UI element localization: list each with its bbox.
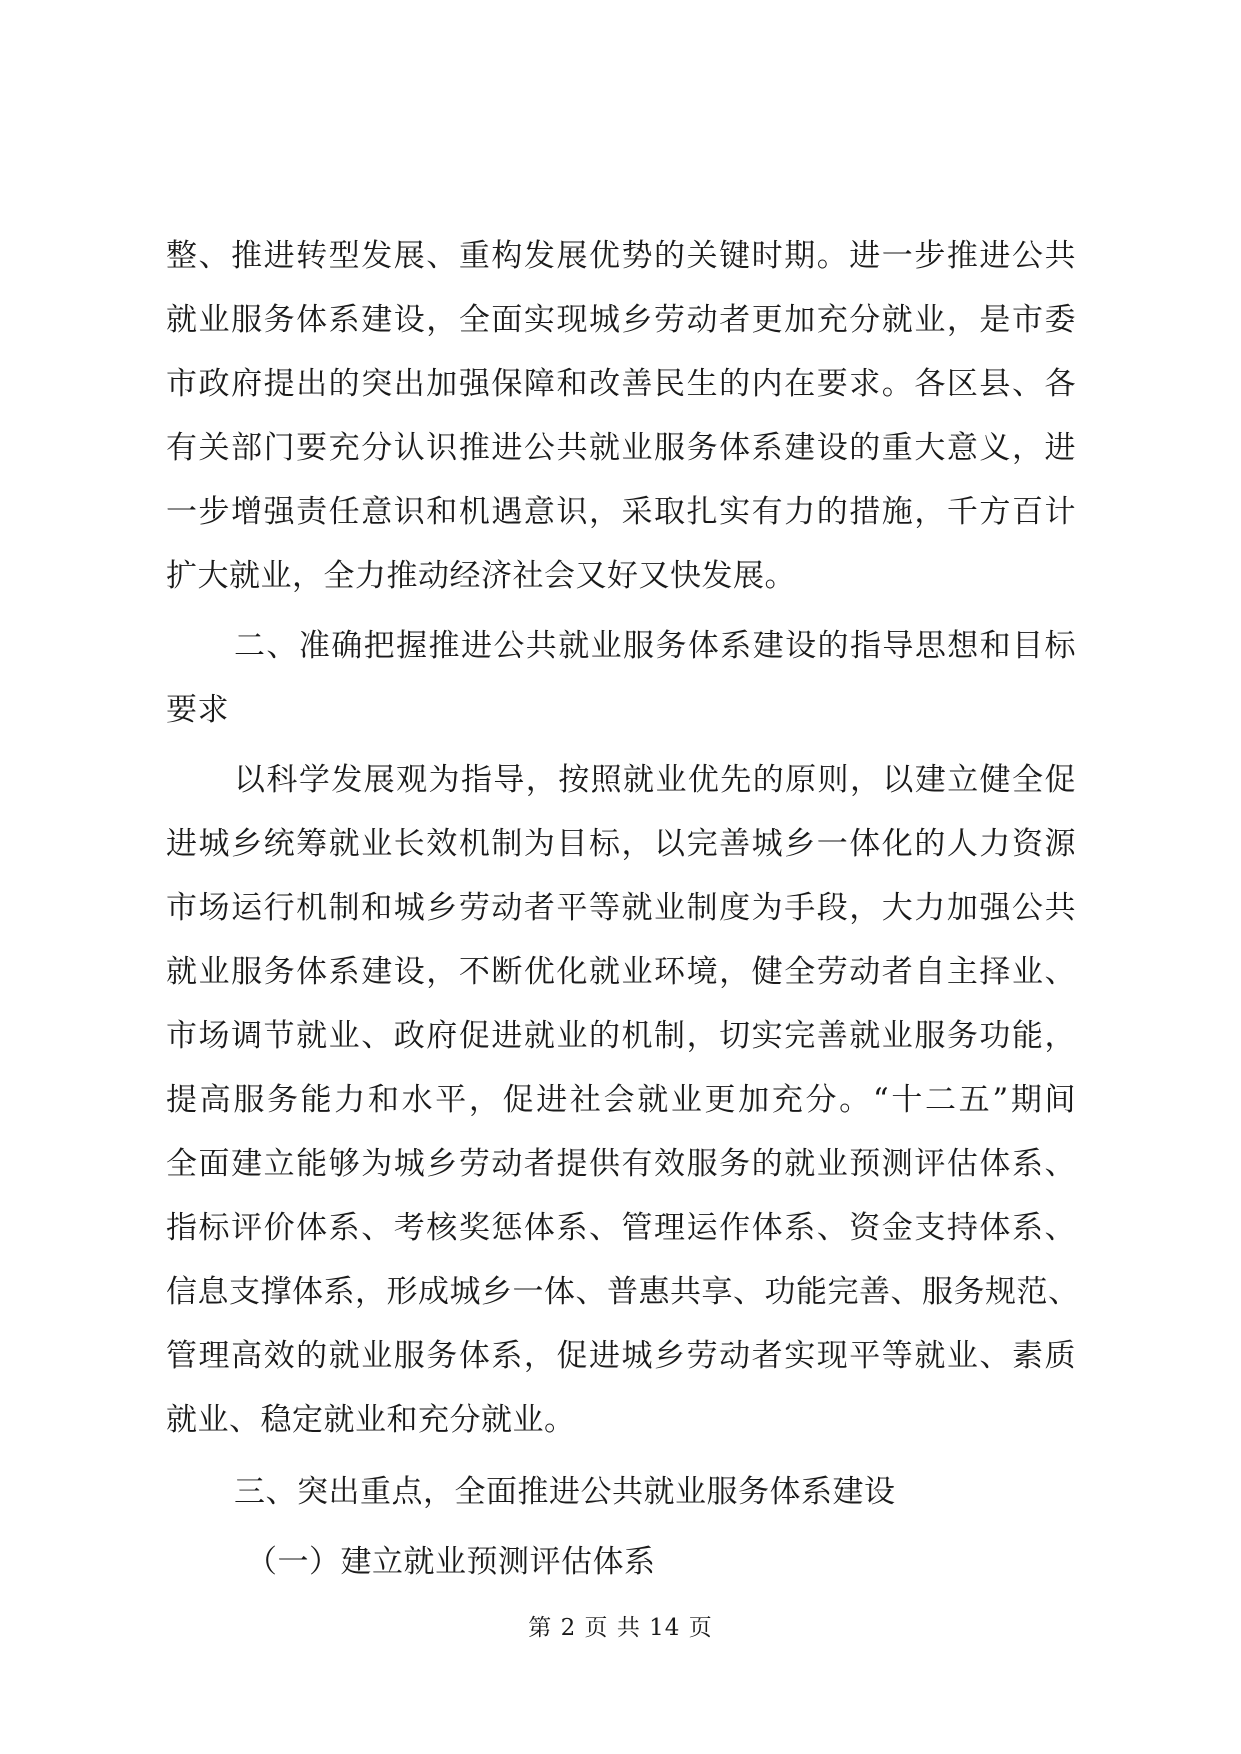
heading-line: （一）建立就业预测评估体系 (246, 1544, 656, 1580)
heading-line: 要求 (166, 692, 229, 728)
text-line: 市场运行机制和城乡劳动者平等就业制度为手段，大力加强公共 (166, 890, 1076, 926)
text-line: 全面建立能够为城乡劳动者提供有效服务的就业预测评估体系、 (166, 1146, 1076, 1182)
text-line: 就业服务体系建设，全面实现城乡劳动者更加充分就业，是市委 (166, 302, 1076, 338)
text-line: 指标评价体系、考核奖惩体系、管理运作体系、资金支持体系、 (166, 1210, 1076, 1246)
text-line: 管理高效的就业服务体系，促进城乡劳动者实现平等就业、素质 (166, 1338, 1076, 1374)
text-line: 信息支撑体系，形成城乡一体、普惠共享、功能完善、服务规范、 (166, 1274, 1080, 1310)
text-line: 整、推进转型发展、重构发展优势的关键时期。进一步推进公共 (166, 238, 1076, 274)
text-line: 就业、稳定就业和充分就业。 (166, 1402, 576, 1438)
section-heading-three (166, 1460, 1076, 1524)
document-body (166, 224, 1080, 1594)
text-line: 提高服务能力和水平，促进社会就业更加充分。“十二五”期间 (166, 1082, 1076, 1118)
subsection-heading-one (166, 1530, 1076, 1594)
text-line: 进城乡统筹就业长效机制为目标，以完善城乡一体化的人力资源 (166, 826, 1076, 862)
text-line: 就业服务体系建设，不断优化就业环境，健全劳动者自主择业、 (166, 954, 1076, 990)
heading-line: 二、准确把握推进公共就业服务体系建设的指导思想和目标 (234, 628, 1076, 664)
paragraph-context (166, 224, 1076, 608)
text-line: 市场调节就业、政府促进就业的机制，切实完善就业服务功能， (166, 1018, 1076, 1054)
heading-line: 三、突出重点，全面推进公共就业服务体系建设 (234, 1474, 896, 1510)
text-line: 市政府提出的突出加强保障和改善民生的内在要求。各区县、各 (166, 366, 1076, 402)
text-line: 以科学发展观为指导，按照就业优先的原则，以建立健全促 (234, 762, 1076, 798)
text-line: 一步增强责任意识和机遇意识，采取扎实有力的措施，千方百计 (166, 494, 1076, 530)
paragraph-guiding-ideology (166, 748, 1080, 1452)
section-heading-two (166, 614, 1076, 742)
page-number-footer: 第 2 页 共 14 页 (528, 1615, 713, 1641)
text-line: 扩大就业，全力推动经济社会又好又快发展。 (166, 558, 796, 594)
text-line: 有关部门要充分认识推进公共就业服务体系建设的重大意义，进 (166, 430, 1076, 466)
